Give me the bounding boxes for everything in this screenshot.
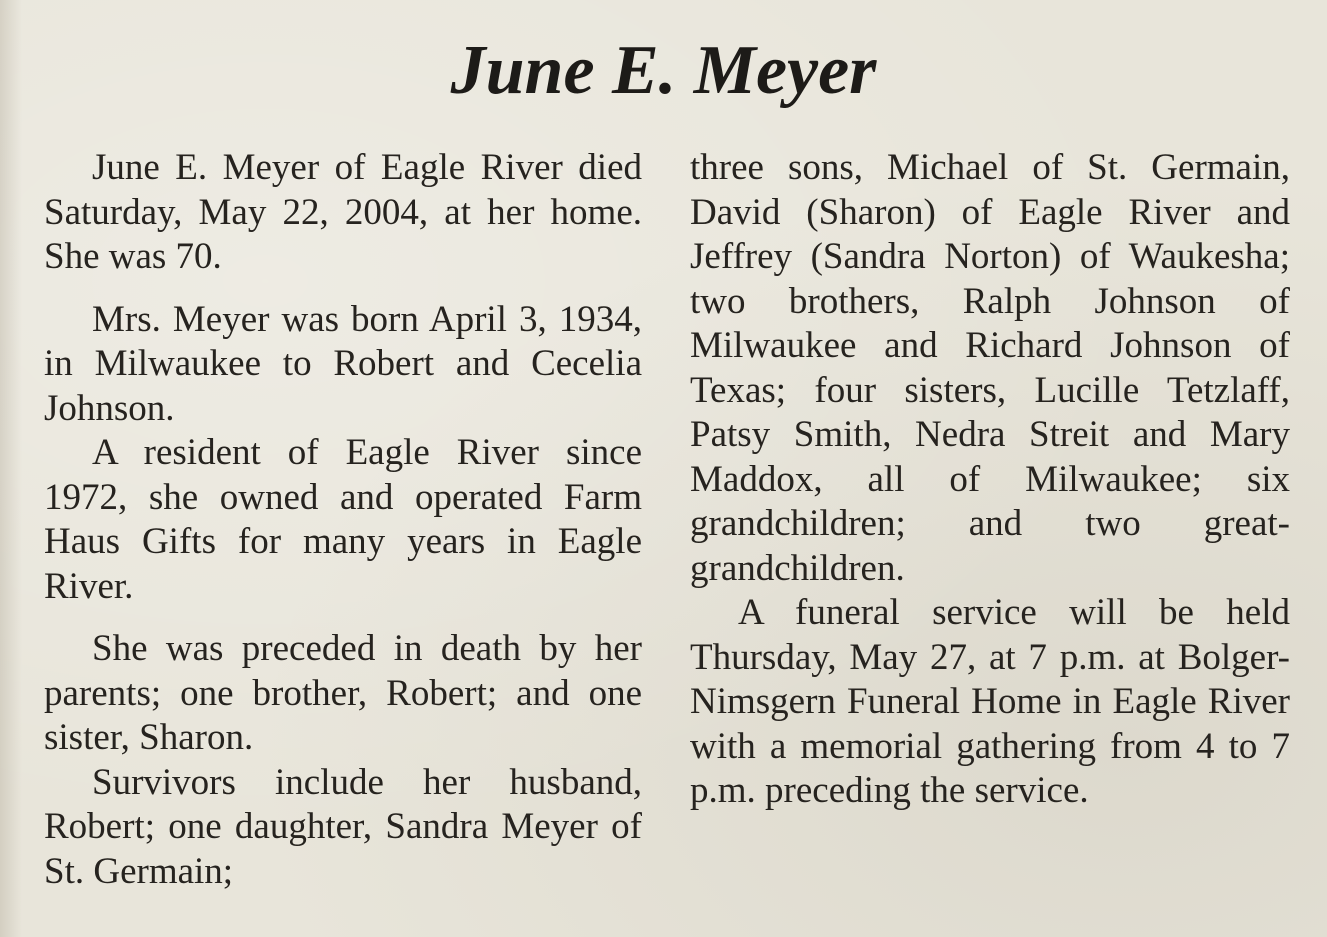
paragraph-death-notice: June E. Meyer of Eagle River died Saturday, May 22, 2004, at her home. She was 70. [44,147,642,277]
paragraph-survivors-continued: three sons, Michael of St. Germain, David (Sharon) of Eagle River and Jeffrey (Sandra Norton) of Waukesha; two brothers, Ralph Johnson of Milwaukee and Richard Johnson of Texas; four sisters, Lucille Tetzlaff, Patsy Smith, Nedra Streit and Mary Maddox, all of Milwaukee; six grandchildren; and two great-grandchildren. [690,147,1290,589]
left-column [44,146,642,894]
right-column [690,146,1290,814]
paragraph-residence: A resident of Eagle River since 1972, she owned and operated Farm Haus Gifts for many years in Eagle River. [44,432,642,607]
obituary-headline: June E. Meyer [450,32,877,109]
paragraph-funeral-service: A funeral service will be held Thursday, May 27, at 7 p.m. at Bolger-Nimsgern Funeral Home in Eagle River with a memorial gathering from 4 to 7 p.m. preceding the service. [690,592,1290,811]
paragraph-birth: Mrs. Meyer was born April 3, 1934, in Milwaukee to Robert and Cecelia Johnson. [44,298,642,429]
paragraph-preceded-in-death: She was preceded in death by her parents; one brother, Robert; and one sister, Sharon. [44,628,642,758]
paper-edge-shadow [0,0,22,937]
paragraph-survivors-start: Survivors include her husband, Robert; one daughter, Sandra Meyer of St. Germain; [44,761,642,892]
